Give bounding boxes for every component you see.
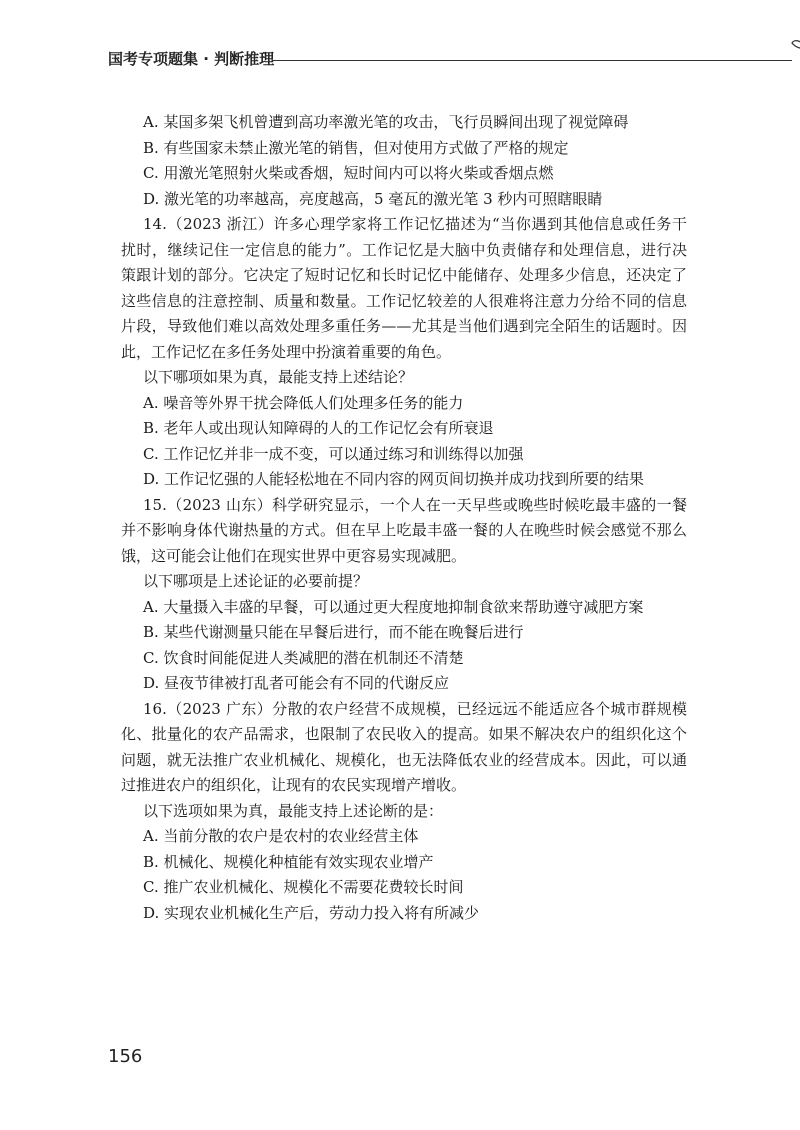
q16-stem-line: 过推进农户的组织化，让现有的农民实现增产增收。 <box>121 776 467 794</box>
q14-option-b: B. 老年人或出现认知障碍的人的工作记忆会有所衰退 <box>143 419 494 437</box>
q16-question: 以下选项如果为真，最能支持上述论断的是： <box>143 801 444 820</box>
q15-option-c: C. 饮食时间能促进人类减肥的潜在机制还不清楚 <box>143 648 464 667</box>
q16-stem-line: 问题，就无法推广农业机械化、规模化，也无法降低农业的经营成本。因此，可以通 <box>121 750 687 769</box>
q13-option-d: D. 激光笔的功率越高，亮度越高，5 毫瓦的激光笔 3 秒内可照瞎眼睛 <box>143 189 603 208</box>
header-divider <box>272 60 792 61</box>
q15-question: 以下哪项是上述论证的必要前提？ <box>143 572 369 590</box>
header-title: 国考专项题集 · 判断推理 <box>108 50 275 68</box>
q15-stem-line: 15.（2023 山东）科学研究显示，一个人在一天早些或晚些时候吃最丰盛的一餐 <box>143 495 687 514</box>
q16-stem-line: 化、批量化的农产品需求，也限制了农民收入的提高。如果不解决农户的组织化这个 <box>121 725 687 743</box>
q14-option-c: C. 工作记忆并非一成不变，可以通过练习和训练得以加强 <box>143 444 524 463</box>
q15-stem-line: 并不影响身体代谢热量的方式。但在早上吃最丰盛一餐的人在晚些时候会感觉不那么 <box>121 521 687 539</box>
q15-option-a: A. 大量摄入丰盛的早餐，可以通过更大程度地抑制食欲来帮助遵守减肥方案 <box>143 597 644 616</box>
q14-option-d: D. 工作记忆强的人能轻松地在不同内容的网页间切换并成功找到所要的结果 <box>143 470 645 488</box>
q14-stem-line: 这些信息的注意控制、质量和数量。工作记忆较差的人很难将注意力分给不同的信息 <box>121 291 687 310</box>
page-content <box>121 110 687 926</box>
q16-option-c: C. 推广农业机械化、规模化不需要花费较长时间 <box>143 878 464 896</box>
q16-option-a: A. 当前分散的农户是农村的农业经营主体 <box>143 827 419 845</box>
q15-option-b: B. 某些代谢测量只能在早餐后进行，而不能在晚餐后进行 <box>143 623 524 641</box>
q14-stem-line: 14.（2023 浙江）许多心理学家将工作记忆描述为“当你遇到其他信息或任务干 <box>143 215 687 233</box>
q14-stem-line: 扰时，继续记住一定信息的能力”。工作记忆是大脑中负责储存和处理信息，进行决 <box>121 240 687 259</box>
q16-stem-line: 16.（2023 广东）分散的农户经营不成规模，已经远远不能适应各个城市群规模 <box>143 699 687 718</box>
q15-option-d: D. 昼夜节律被打乱者可能会有不同的代谢反应 <box>143 674 450 692</box>
q16-option-d: D. 实现农业机械化生产后，劳动力投入将有所减少 <box>143 903 480 922</box>
page-number: 156 <box>108 1046 143 1067</box>
page-header <box>108 48 728 74</box>
q15-stem-line: 饿，这可能会让他们在现实世界中更容易实现减肥。 <box>121 546 467 565</box>
q13-option-c: C. 用激光笔照射火柴或香烟，短时间内可以将火柴或香烟点燃 <box>143 164 554 182</box>
q14-stem-line: 此，工作记忆在多任务处理中扮演着重要的角色。 <box>121 342 452 361</box>
q14-stem-line: 策跟计划的部分。它决定了短时记忆和长时记忆中能储存、处理多少信息，还决定了 <box>121 266 687 284</box>
q14-option-a: A. 噪音等外界干扰会降低人们处理多任务的能力 <box>143 393 464 412</box>
q14-stem-line: 片段，导致他们难以高效处理多重任务——尤其是当他们遇到完全陌生的话题时。因 <box>121 317 687 335</box>
q13-option-a: A. 某国多架飞机曾遭到高功率激光笔的攻击，飞行员瞬间出现了视觉障碍 <box>143 113 629 131</box>
q16-option-b: B. 机械化、规模化种植能有效实现农业增产 <box>143 852 434 871</box>
q13-option-b: B. 有些国家未禁止激光笔的销售，但对使用方式做了严格的规定 <box>143 138 569 157</box>
q14-question: 以下哪项如果为真，最能支持上述结论？ <box>143 368 414 386</box>
sprout-icon <box>790 34 800 64</box>
